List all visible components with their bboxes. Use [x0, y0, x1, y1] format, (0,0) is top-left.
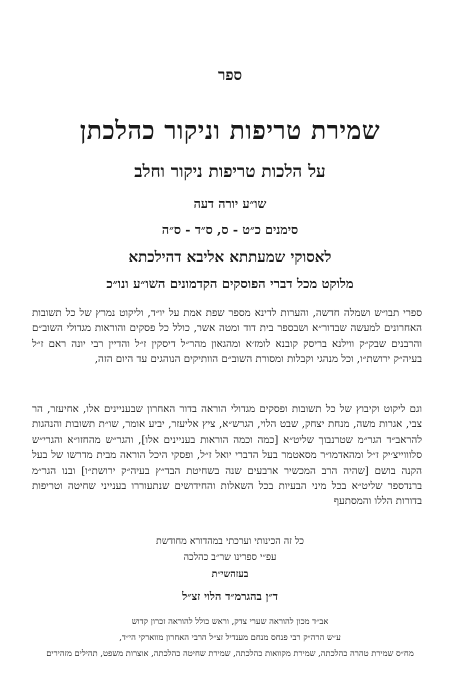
footer-line-1: אב״ד מכון להוראה שערי צדק, וראש כולל להוראה זכרון קדוש	[131, 616, 329, 626]
book-title: שמירת טריפות וניקור כהלכתן	[79, 116, 381, 145]
credit-line-3: בעזהשי״ת	[211, 569, 249, 580]
author-name: ד״ן בהגרמ״ד הלוי זצ״ל	[182, 590, 278, 603]
shulchan-aruch-ref: שו״ע יורה דעה	[193, 196, 267, 211]
subtitle-laws: על הלכות טריפות ניקור וחלב	[134, 162, 326, 182]
tagline: לאסוקי שמעתתא אליבא דהילכתא	[128, 248, 332, 266]
description-paragraph-1: ספרי תבו״ש ושמלה חדשה, והערות לדינא מספר שפת אמת על יו״ד, וליקוט נמרץ של כל תשובות האחרונים למעשה שבדור״א ושבספר בית דוד ומטה אשר, כולל כל פסקים והוראות מגדולי השוב״ם והרבנים שבק״ק ווילנא בריסק קובנא לומז׳א ומהגאון מהר״ל דיסקין ז״ל והדיין רבי יונה ראם ז״ל בעיה״ק ירושת״ו, וכל מנהגי וקבלות ומסורת השוב״ם הוותיקים הנוהגים עד היום הזה,	[32, 308, 422, 366]
description-paragraph-2: וגם ליקוט וקיבוץ של כל תשובות ופסקים מגדולי הוראה בדור האחרון שבעניינים אלו, אחיעזר, הר צבי, אגרות משה, מנחת יצחק, שבט הלוי, הגרש״א, ציץ אליעזר, יביע אומר, שו״ת תשובות והנהגות להראב״ד הגר״מ שטרנבוך שליט״א [כמה וכמה הוראות בעניינים אלו], והגר״ש מהחזו״א והגרי״ש סלוווייצ׳יק ז״ל ומהאדמו״ר מסאטמר בעל הדברי יואל ז״ל, ופסקי היכל הוראה מבית מדרשו של בעל הקנה בושם [שהיה הרב המכשיר ארבעים שנה בשחיטת הבד״ץ בעיה״ק ירושת״ו] ובנו הגר״מ ברנדספר שליט״א בכל מיני הבעיות בכל השאלות והחידושים שנתעוררו בענייני שחיטה וטריפות בדורות הללו והמסתעף	[32, 404, 422, 508]
sefer-label: ספר	[217, 66, 243, 84]
collected-from: מלוקט מכל דברי הפוסקים הקדמונים השו״ע ונו״כ	[106, 277, 354, 292]
credit-line-1: כל זה הכינותי וערכתי במהדורא מחודשת	[156, 536, 304, 547]
credit-line-2: עפ״י ספרינו שר״ב כהלכה	[183, 552, 277, 563]
simanim-ref: סימנים כ״ט - ס, ס״ד - ס״ה	[161, 222, 299, 237]
footer-line-2: ע״ש הרה״ק רבי פנחס מנחם מענדיל זצ״ל הרבי האחרון מווארקי הי״ד,	[119, 632, 341, 642]
footer-line-3: מח״ס שמירת טהרה כהלכתה, שמירת מקוואות כהלכתה, שמירת שחיטה כהלכתה, אוצרות משפט, תהילים מזהירים	[46, 648, 414, 658]
